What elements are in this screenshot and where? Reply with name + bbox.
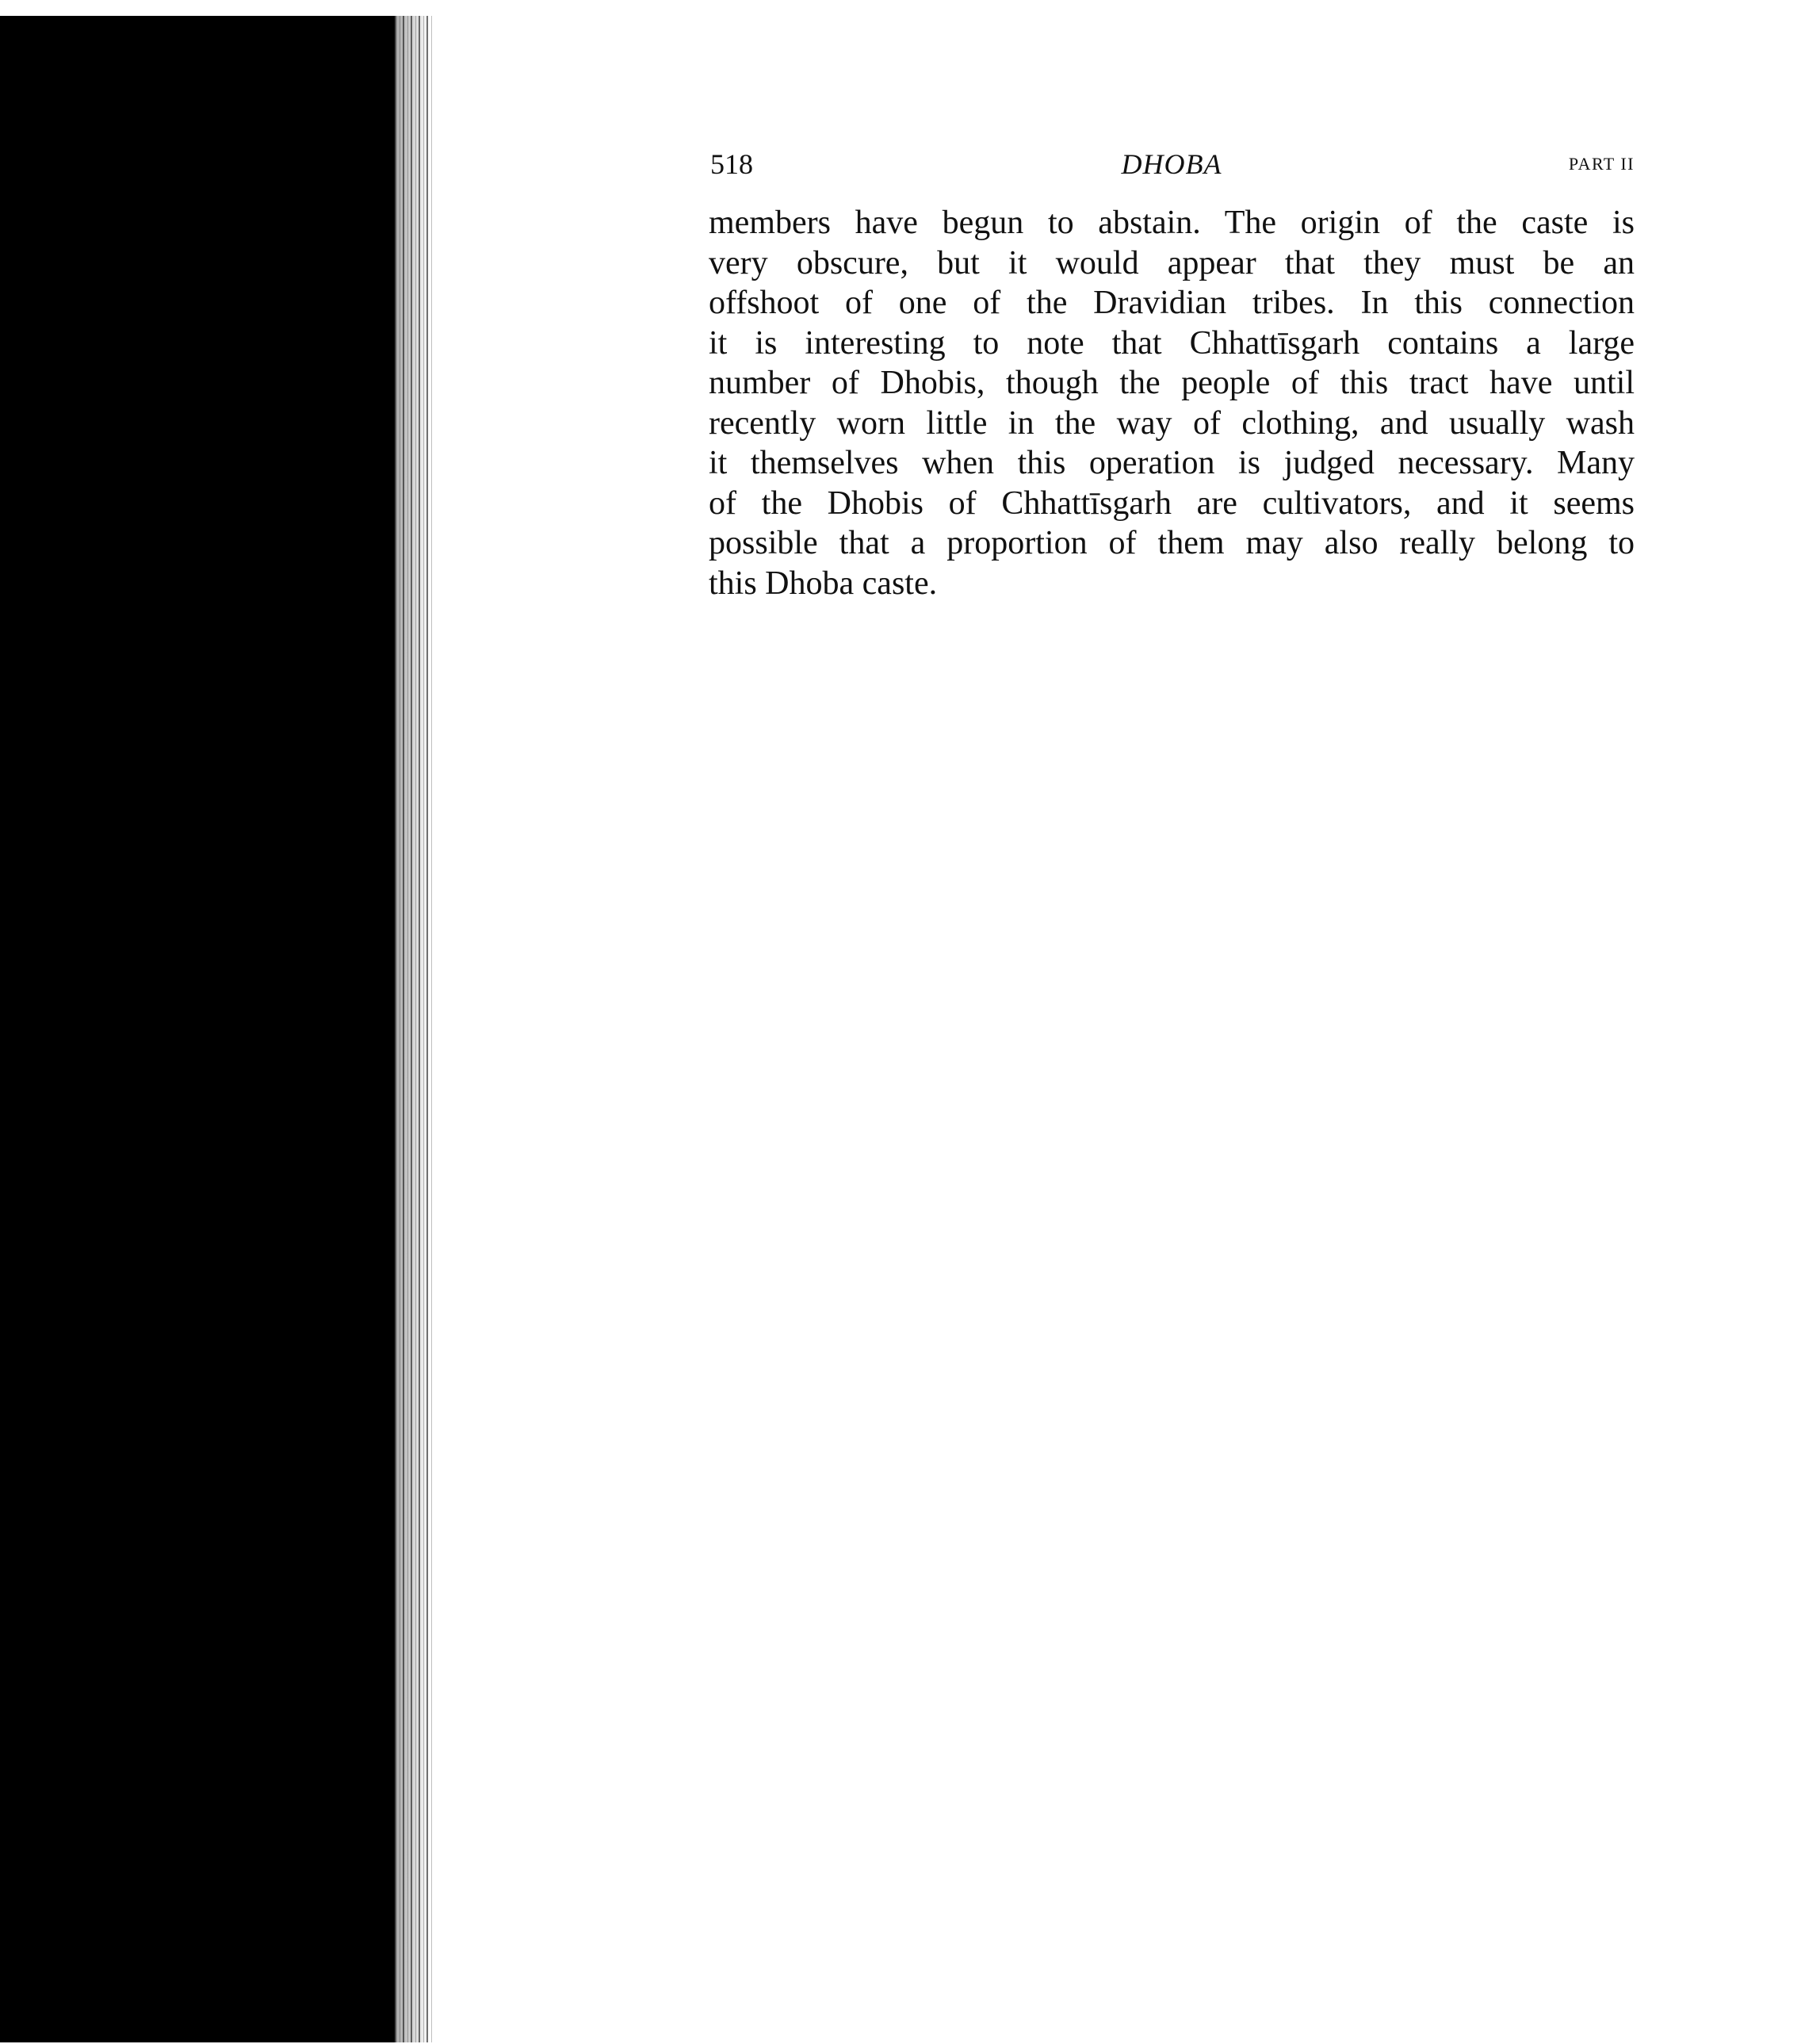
text-line: possible that a proportion of them may also really belong to xyxy=(709,525,1635,561)
book-gutter-shadow xyxy=(395,16,430,2042)
book-page xyxy=(709,147,1635,603)
text-line: it themselves when this operation is judged necessary. Many xyxy=(709,445,1635,481)
text-line: this Dhoba caste. xyxy=(709,565,938,602)
text-line: it is interesting to note that Chhattīsgarh contains a large xyxy=(709,324,1635,362)
scan-dark-margin xyxy=(0,16,395,2042)
text-line: members have begun to abstain. The origin of the caste is xyxy=(709,205,1635,241)
text-line: of the Dhobis of Chhattīsgarh are cultivators, and it seems xyxy=(709,484,1635,522)
body-paragraph xyxy=(709,203,1635,603)
text-line: offshoot of one of the Dravidian tribes. In this connection xyxy=(709,285,1635,321)
running-title: DHOBA xyxy=(1121,148,1222,180)
page-number: 518 xyxy=(710,148,753,180)
text-line: number of Dhobis, though the people of this tract have until xyxy=(709,365,1635,401)
running-head xyxy=(709,147,1635,187)
text-line: recently worn little in the way of clothing, and usually wash xyxy=(709,404,1635,442)
part-label: PART II xyxy=(1568,154,1635,174)
text-line: very obscure, but it would appear that they must be an xyxy=(709,244,1635,281)
